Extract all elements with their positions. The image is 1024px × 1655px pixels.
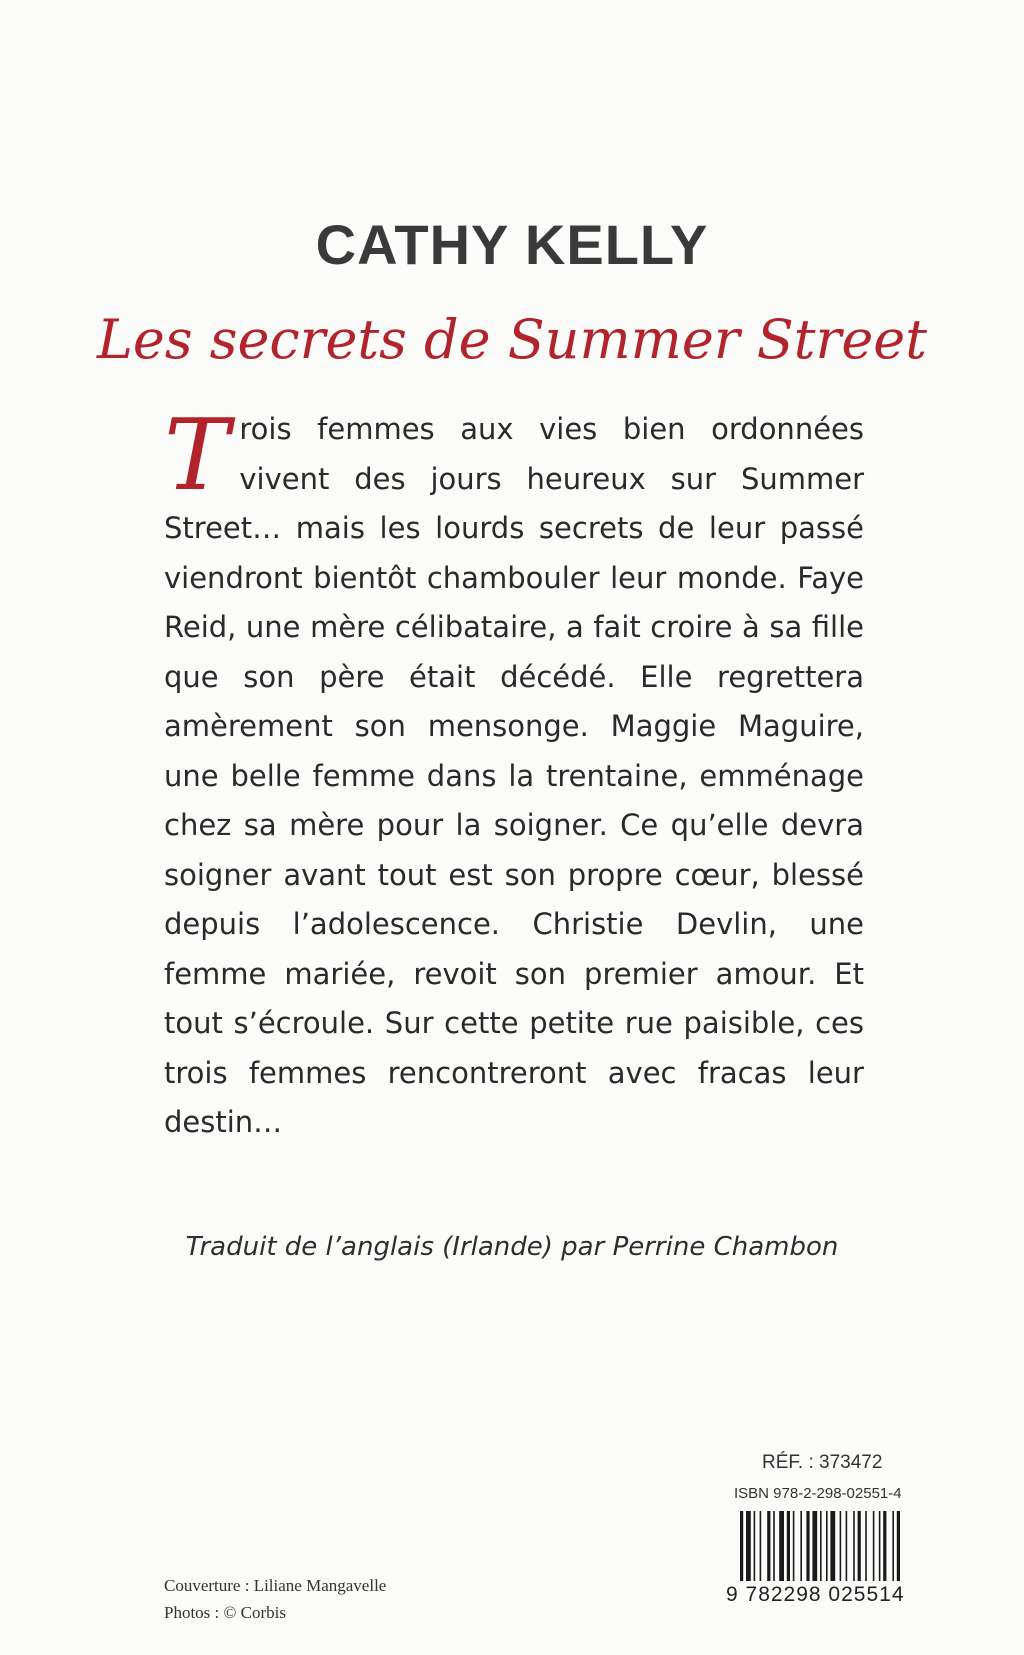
barcode-icon bbox=[740, 1511, 940, 1581]
author-name: CATHY KELLY bbox=[315, 213, 709, 276]
blurb-dropcap: T bbox=[164, 399, 230, 513]
reference-number: RÉF. : 373472 bbox=[762, 1452, 883, 1473]
book-title: Les secrets de Summer Street bbox=[97, 308, 927, 371]
barcode-digits: 9 782298 025514 bbox=[726, 1583, 905, 1606]
translator-credit: Traduit de l’anglais (Irlande) par Perrine Chambon bbox=[185, 1232, 839, 1262]
credits bbox=[164, 1572, 386, 1626]
blurb-body: rois femmes aux vies bien ordonnées vivent des jours heureux sur Summer Street… mais les lourds secrets de leur passé viendront bientôt chambouler leur monde. Faye Reid, une mère célibataire, a fait croire à sa fille que son père était décédé. Elle regrettera amèrement son mensonge. Maggie Maguire, une belle femme dans la trentaine, emménage chez sa mère pour la soigner. Ce qu’elle devra soigner avant tout est son propre cœur, blessé depuis l’adolescence. Christie Devlin, une femme mariée, revoit son premier amour. Et tout s’écroule. Sur cette petite rue paisible, ces trois femmes rencontreront avec fracas leur destin… bbox=[164, 412, 864, 1139]
isbn-number: ISBN 978-2-298-02551-4 bbox=[734, 1485, 902, 1502]
blurb-text bbox=[164, 399, 864, 1148]
photo-credit: Photos : © Corbis bbox=[164, 1603, 287, 1622]
cover-credit: Couverture : Liliane Mangavelle bbox=[164, 1576, 387, 1595]
